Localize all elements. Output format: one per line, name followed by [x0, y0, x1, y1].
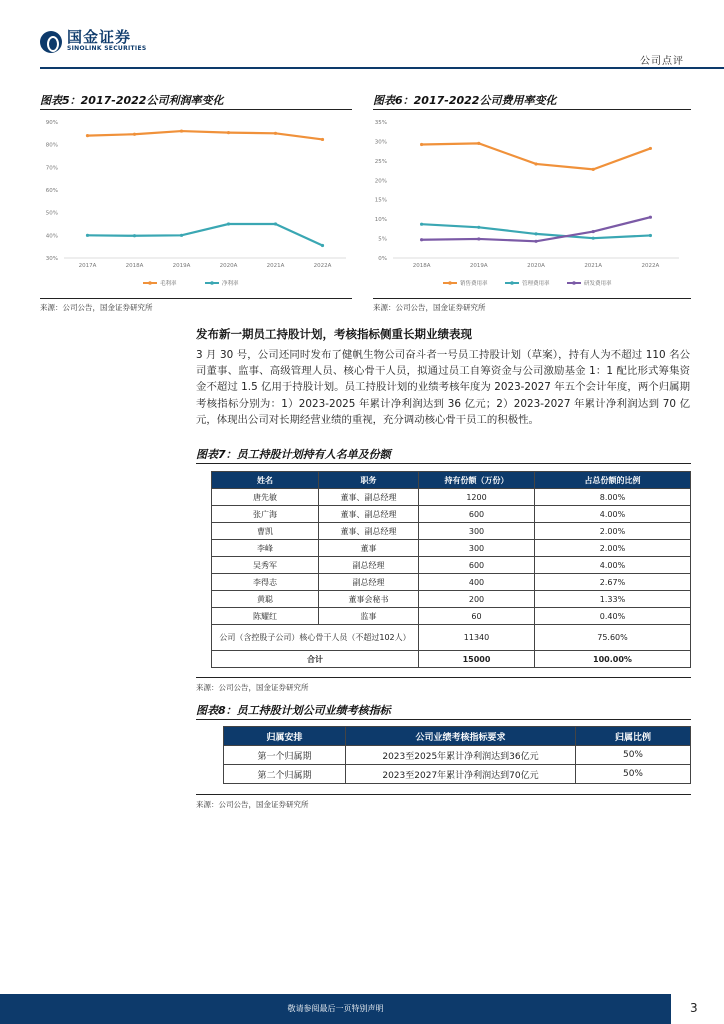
- fig5-bottom-rule: [40, 298, 352, 299]
- expense-ratio-chart-svg: [373, 112, 691, 294]
- y-tick-label: 90%: [45, 120, 58, 126]
- cell-name: 张广海: [212, 506, 319, 523]
- col-header-ratio: 占总份额的比例: [535, 472, 691, 489]
- fig7-title: 图表7：员工持股计划持有人名单及份额: [196, 448, 391, 461]
- y-tick-label: 35%: [374, 120, 387, 126]
- y-tick-label: 60%: [45, 188, 58, 194]
- logo-name-en: SINOLINK SECURITIES: [67, 45, 147, 52]
- cell-vesting-ratio: 50%: [576, 746, 691, 765]
- data-point: [321, 138, 324, 141]
- data-point: [274, 132, 277, 135]
- col-header-vesting: 归属安排: [224, 727, 346, 746]
- x-tick-label: 2022A: [313, 263, 332, 269]
- cell-ratio: 4.00%: [535, 506, 691, 523]
- table-row: [212, 574, 691, 591]
- fig8-title-rule: [196, 719, 691, 720]
- series-line: [88, 131, 323, 139]
- col-header-requirement: 公司业绩考核指标要求: [346, 727, 576, 746]
- fig5-title-rule: [40, 109, 352, 110]
- table-row: [212, 608, 691, 625]
- cell-ratio: 2.00%: [535, 540, 691, 557]
- page-header: [0, 0, 724, 68]
- cell-vesting: 第一个归属期: [224, 746, 346, 765]
- cell-shares: 1200: [419, 489, 535, 506]
- cell-ratio: 1.33%: [535, 591, 691, 608]
- y-tick-label: 20%: [374, 178, 387, 185]
- table-row: [212, 523, 691, 540]
- legend-marker: [210, 281, 214, 285]
- expense-ratio-chart: [373, 112, 691, 294]
- table-row-total: [212, 651, 691, 668]
- cell-position: 董事、副总经理: [319, 523, 419, 540]
- cell-shares: 300: [419, 523, 535, 540]
- x-tick-label: 2019A: [469, 263, 488, 269]
- legend-marker: [148, 281, 152, 285]
- series-line: [88, 224, 323, 246]
- legend-label: 管理费用率: [522, 281, 550, 287]
- fig6-source: 来源：公司公告，国金证券研究所: [373, 303, 486, 312]
- col-header-shares: 持有份额（万份）: [419, 472, 535, 489]
- cell-ratio: 4.00%: [535, 557, 691, 574]
- data-point: [227, 131, 230, 134]
- cell-requirement: 2023至2025年累计净利润达到36亿元: [346, 746, 576, 765]
- cell-name: 李得志: [212, 574, 319, 591]
- table-row-other-staff: [212, 625, 691, 651]
- legend-label: 净利率: [222, 281, 239, 287]
- cell-ratio: 2.00%: [535, 523, 691, 540]
- data-point: [477, 142, 480, 145]
- x-tick-label: 2018A: [125, 263, 144, 269]
- cell-shares: 600: [419, 557, 535, 574]
- table-row: [212, 489, 691, 506]
- cell-position: 监事: [319, 608, 419, 625]
- data-point: [534, 232, 537, 235]
- fig7-title-rule: [196, 463, 691, 464]
- data-point: [649, 147, 652, 150]
- legend-label: 研发费用率: [584, 281, 612, 287]
- section-body: 3 月 30 号，公司还同时发布了健帆生物公司奋斗者一号员工持股计划（草案），持有人为不超过 110 名公司董事、监事、高级管理人员、核心骨干人员，拟通过员工自筹资金与公司激励基金 1：1 配比形式筹集资金不超过 1.5 亿用于持股计划。员工持股计划的业绩考核年度为 2023-2027 年五个会计年度，两个归属期考核指标分别为：1）2023-2025 年累计净利润达到 36 亿元；2）2023-2027 年累计净利润达到 70 亿元，体现出公司对长期经营业绩的重视，充分调动核心骨干员工的积极性。: [196, 349, 690, 426]
- table-row: [224, 746, 691, 765]
- data-point: [274, 222, 277, 225]
- cell-vesting: 第二个归属期: [224, 765, 346, 784]
- legend-marker: [510, 281, 514, 285]
- cell-name: 李峰: [212, 540, 319, 557]
- cell-shares: 400: [419, 574, 535, 591]
- cell-shares: 11340: [419, 625, 535, 651]
- x-tick-label: 2022A: [641, 263, 660, 269]
- col-header-position: 职务: [319, 472, 419, 489]
- data-point: [227, 222, 230, 225]
- data-point: [180, 129, 183, 132]
- header-divider: [40, 67, 724, 69]
- cell-shares: 60: [419, 608, 535, 625]
- data-point: [534, 240, 537, 243]
- performance-target-table: [223, 726, 691, 784]
- legend-label: 毛利率: [160, 281, 177, 287]
- data-point: [592, 168, 595, 171]
- y-tick-label: 15%: [374, 197, 387, 204]
- cell-name: 唐先敏: [212, 489, 319, 506]
- y-tick-label: 70%: [45, 165, 58, 172]
- logo-icon: [40, 31, 62, 53]
- section-title: 发布新一期员工持股计划，考核指标侧重长期业绩表现: [196, 327, 472, 341]
- page-number: 3: [690, 1001, 698, 1015]
- cell-total-label: 合计: [212, 651, 419, 668]
- legend-marker: [572, 281, 576, 285]
- cell-total-shares: 15000: [419, 651, 535, 668]
- cell-name: 黄聪: [212, 591, 319, 608]
- data-point: [477, 226, 480, 229]
- data-point: [133, 133, 136, 136]
- cell-ratio: 8.00%: [535, 489, 691, 506]
- cell-shares: 600: [419, 506, 535, 523]
- data-point: [649, 234, 652, 237]
- y-tick-label: 30%: [45, 256, 58, 262]
- y-tick-label: 5%: [378, 236, 387, 243]
- x-tick-label: 2020A: [527, 263, 545, 269]
- cell-vesting-ratio: 50%: [576, 765, 691, 784]
- x-tick-label: 2017A: [78, 263, 97, 269]
- cell-position: 董事、副总经理: [319, 506, 419, 523]
- cell-name: 吴秀军: [212, 557, 319, 574]
- cell-ratio: 75.60%: [535, 625, 691, 651]
- cell-position: 董事、副总经理: [319, 489, 419, 506]
- table-row: [212, 540, 691, 557]
- table-row: [212, 557, 691, 574]
- cell-name: 陈耀红: [212, 608, 319, 625]
- table-row: [212, 506, 691, 523]
- cell-ratio: 2.67%: [535, 574, 691, 591]
- cell-shares: 200: [419, 591, 535, 608]
- footer-disclaimer: 敬请参阅最后一页特别声明: [287, 1004, 384, 1013]
- y-tick-label: 30%: [374, 139, 387, 146]
- fig8-bottom-rule: [196, 794, 691, 795]
- data-point: [321, 244, 324, 247]
- data-point: [592, 230, 595, 233]
- y-tick-label: 25%: [374, 158, 387, 165]
- cell-total-ratio: 100.00%: [535, 651, 691, 668]
- legend-label: 销售费用率: [460, 281, 488, 287]
- x-tick-label: 2018A: [412, 263, 431, 269]
- y-tick-label: 80%: [45, 142, 58, 149]
- cell-other-label: 公司（含控股子公司）核心骨干人员（不超过102人）: [212, 625, 419, 651]
- cell-requirement: 2023至2027年累计净利润达到70亿元: [346, 765, 576, 784]
- data-point: [649, 216, 652, 219]
- cell-position: 董事: [319, 540, 419, 557]
- data-point: [133, 234, 136, 237]
- profit-margin-chart-svg: [40, 112, 352, 294]
- fig5-source: 来源：公司公告，国金证券研究所: [40, 303, 153, 312]
- y-tick-label: 40%: [45, 233, 58, 240]
- y-tick-label: 0%: [378, 256, 387, 262]
- fig8-source: 来源：公司公告，国金证券研究所: [196, 800, 309, 809]
- cell-ratio: 0.40%: [535, 608, 691, 625]
- fig7-bottom-rule: [196, 677, 691, 678]
- fig6-bottom-rule: [373, 298, 691, 299]
- company-logo: [40, 30, 146, 53]
- table-row: [224, 765, 691, 784]
- data-point: [592, 237, 595, 240]
- fig5-title: 图表5：2017-2022公司利润率变化: [40, 94, 224, 107]
- data-point: [180, 234, 183, 237]
- data-point: [534, 162, 537, 165]
- shareholder-table: [211, 471, 691, 668]
- x-tick-label: 2019A: [172, 263, 191, 269]
- table-row: [212, 591, 691, 608]
- x-tick-label: 2020A: [219, 263, 238, 269]
- x-tick-label: 2021A: [584, 263, 603, 269]
- cell-name: 曹凯: [212, 523, 319, 540]
- data-point: [420, 238, 423, 241]
- data-point: [86, 234, 89, 237]
- cell-position: 董事会秘书: [319, 591, 419, 608]
- fig7-source: 来源：公司公告，国金证券研究所: [196, 683, 309, 692]
- logo-name-cn: 国金证券: [67, 28, 132, 46]
- data-point: [420, 223, 423, 226]
- y-tick-label: 10%: [374, 217, 387, 224]
- table-header-row: [212, 472, 691, 489]
- fig8-title: 图表8：员工持股计划公司业绩考核指标: [196, 704, 391, 717]
- data-point: [86, 134, 89, 137]
- col-header-name: 姓名: [212, 472, 319, 489]
- fig6-title-rule: [373, 109, 691, 110]
- data-point: [477, 237, 480, 240]
- table-header-row: [224, 727, 691, 746]
- fig6-title: 图表6：2017-2022公司费用率变化: [373, 94, 557, 107]
- cell-position: 副总经理: [319, 574, 419, 591]
- y-tick-label: 50%: [45, 210, 58, 217]
- col-header-vesting-ratio: 归属比例: [576, 727, 691, 746]
- cell-shares: 300: [419, 540, 535, 557]
- x-tick-label: 2021A: [266, 263, 285, 269]
- data-point: [420, 143, 423, 146]
- cell-position: 副总经理: [319, 557, 419, 574]
- profit-margin-chart: [40, 112, 352, 294]
- report-type: 公司点评: [640, 56, 684, 67]
- legend-marker: [448, 281, 452, 285]
